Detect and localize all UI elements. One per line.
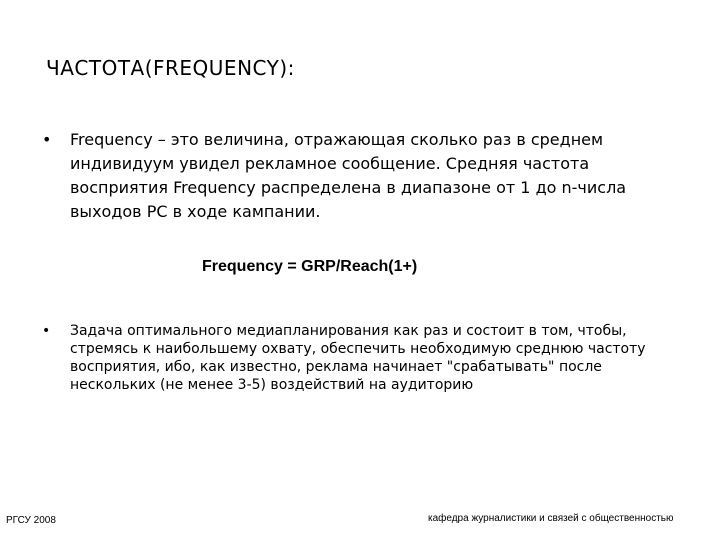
frequency-formula: Frequency = GRP/Reach(1+) — [202, 258, 418, 275]
bullet-marker: • — [42, 323, 51, 339]
bullet-text: Frequency – это величина, отражающая сколько раз в среднем индивидуум увидел рекламное сообщение. Средняя частота восприятия Frequency распределена в диапазоне от 1 до n-числа выходов РС в ходе кампании. — [70, 130, 627, 221]
footer-department: кафедра журналистики и связей с общественностью — [428, 513, 674, 524]
bullet-marker: • — [42, 130, 52, 149]
bullet-item-media-planning — [42, 322, 682, 394]
slide-title: ЧАСТОТА(FREQUENCY): — [46, 56, 295, 80]
footer-org-year: РГСУ 2008 — [6, 515, 56, 526]
bullet-text: Задача оптимального медиапланирования как раз и состоит в том, чтобы, стремясь к наибольшему охвату, обеспечить необходимую среднюю частоту восприятия, ибо, как известно, реклама начинает "срабатывать" после нескольких (не менее 3-5) воздействий на аудиторию — [70, 323, 646, 393]
bullet-item-frequency-definition — [42, 128, 682, 224]
